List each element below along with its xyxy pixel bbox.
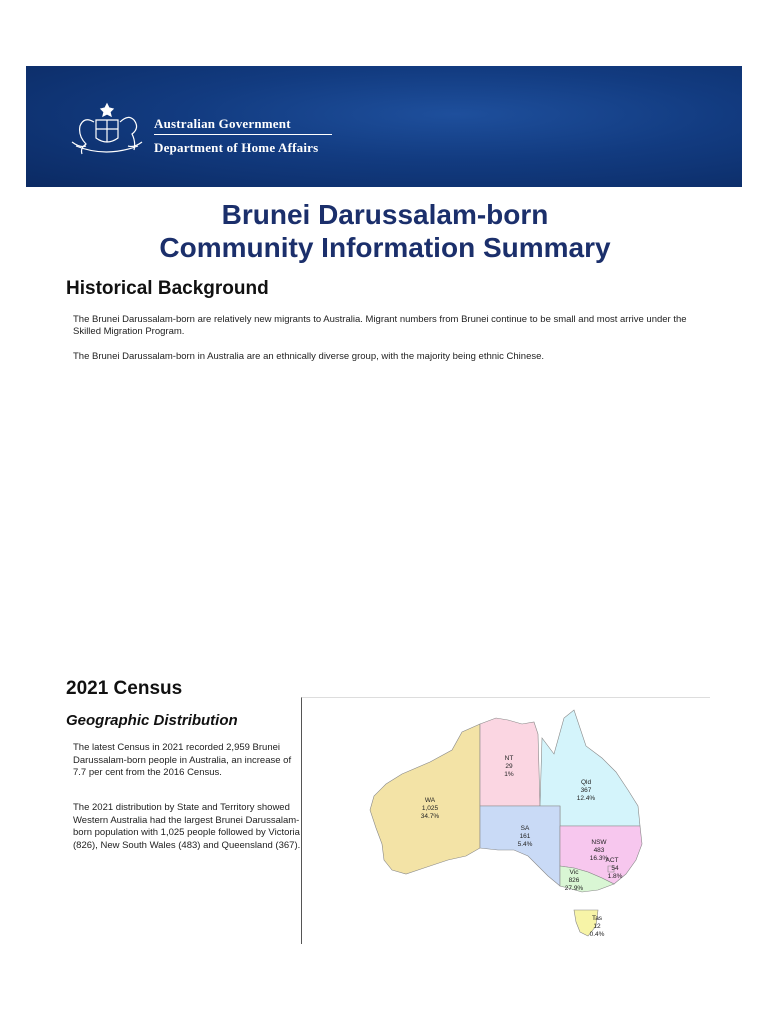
census-heading: 2021 Census — [66, 678, 183, 699]
label-nsw-pct: 16.3% — [589, 855, 609, 862]
government-banner — [26, 66, 742, 187]
label-nt-name: NT — [504, 755, 514, 762]
label-nt — [504, 755, 514, 778]
label-nt-value: 29 — [505, 763, 513, 770]
geographic-subheading: Geographic Distribution — [66, 712, 238, 729]
region-nt — [480, 718, 540, 806]
label-act-pct: 1.8% — [607, 873, 623, 880]
label-sa-value: 161 — [519, 833, 531, 840]
label-wa-value: 1,025 — [421, 805, 439, 812]
title-line-2: Community Information Summary — [159, 232, 611, 263]
coat-of-arms-icon — [66, 100, 148, 160]
label-act-name: ACT — [605, 857, 619, 864]
label-vic-value: 826 — [568, 877, 580, 884]
label-tas-pct: 0.4% — [589, 931, 605, 938]
label-tas-value: 12 — [593, 923, 601, 930]
label-act-value: 54 — [611, 865, 619, 872]
australia-map — [301, 697, 710, 944]
label-qld-name: Qld — [580, 779, 592, 786]
government-name: Australian Government — [154, 116, 291, 131]
historical-heading: Historical Background — [66, 278, 269, 299]
label-nsw-name: NSW — [591, 839, 607, 846]
department-name: Department of Home Affairs — [154, 140, 319, 155]
label-wa-pct: 34.7% — [420, 813, 440, 820]
label-qld-pct: 12.4% — [576, 795, 596, 802]
page-title — [0, 198, 770, 264]
census-paragraph-2: The 2021 distribution by State and Territory showed Western Australia had the largest Brunei Darussalam-born population with 1,025 people followed by Victoria (826), New South Wales (483) and Queensland (367). — [73, 802, 301, 851]
label-wa-name: WA — [424, 797, 436, 804]
divider — [154, 134, 332, 135]
label-nsw-value: 483 — [593, 847, 605, 854]
title-line-1: Brunei Darussalam-born — [221, 199, 549, 230]
label-tas-name: Tas — [591, 915, 603, 922]
label-nt-pct: 1% — [504, 771, 514, 778]
historical-paragraph-2: The Brunei Darussalam-born in Australia are an ethnically diverse group, with the majority being ethnic Chinese. — [73, 351, 545, 362]
label-vic-name: Vic — [569, 869, 579, 876]
historical-paragraph-1: The Brunei Darussalam-born are relatively new migrants to Australia. Migrant numbers from Brunei continue to be small and most arrive under the Skilled Migration Program. — [73, 314, 687, 337]
label-sa-pct: 5.4% — [517, 841, 533, 848]
label-qld-value: 367 — [580, 787, 592, 794]
australia-map-svg — [302, 698, 710, 944]
label-sa-name: SA — [520, 825, 530, 832]
label-vic-pct: 27.9% — [564, 885, 584, 892]
census-paragraph-1: The latest Census in 2021 recorded 2,959 Brunei Darussalam-born people in Australia, an increase of 7.7 per cent from the 2016 Census. — [73, 742, 292, 778]
